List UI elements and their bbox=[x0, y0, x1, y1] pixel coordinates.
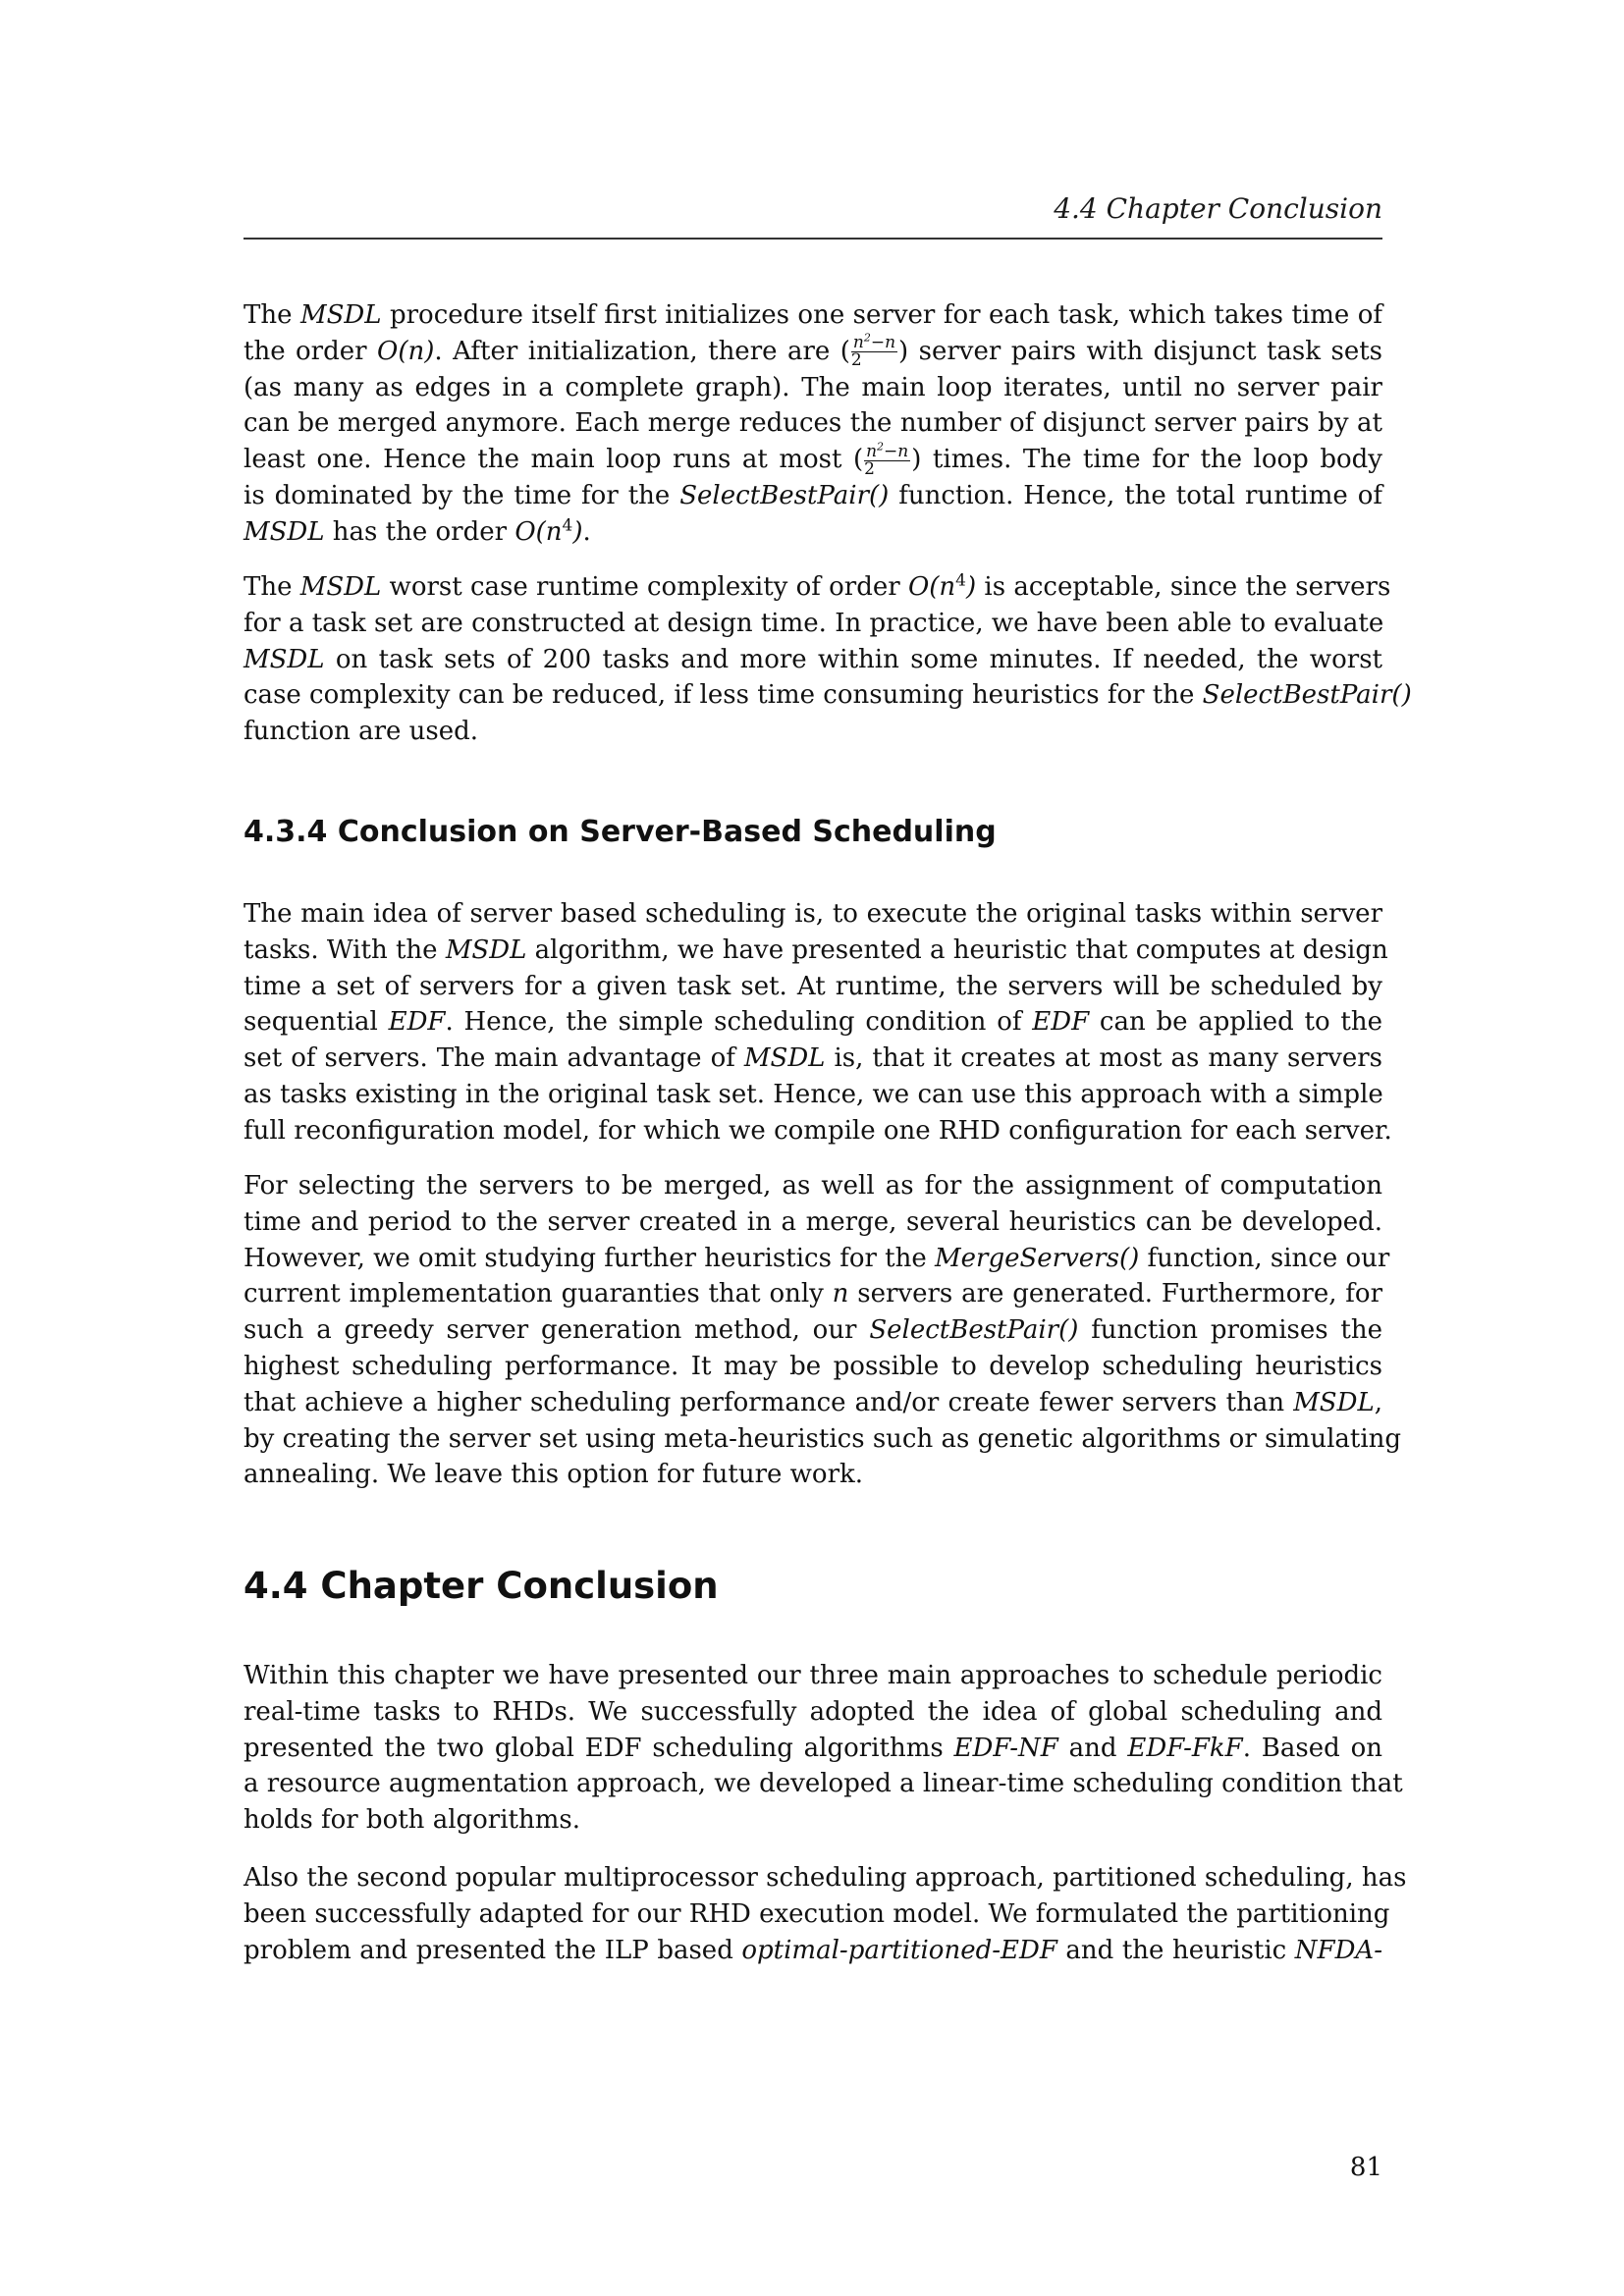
text-line: current implementation guaranties that only n servers are generated. Furthermore, for bbox=[244, 1279, 1382, 1309]
fraction: $\frac{n^2-n}{2}$ bbox=[850, 331, 896, 371]
text-line: The main idea of server based scheduling is, to execute the original tasks within server bbox=[244, 899, 1382, 929]
paragraph-msdl-complexity bbox=[244, 569, 1412, 750]
text-line: by creating the server set using meta-heuristics such as genetic algorithms or simulating bbox=[244, 1423, 1402, 1454]
paragraph-server-based-idea bbox=[244, 896, 1392, 1149]
text-line: However, we omit studying further heuristics for the MergeServers() function, since our bbox=[244, 1243, 1390, 1273]
text-line: annealing. We leave this option for future work. bbox=[244, 1460, 864, 1490]
fraction: $\frac{n^2-n}{2}$ bbox=[864, 440, 909, 479]
text-line: such a greedy server generation method, our SelectBestPair() function promises the bbox=[244, 1315, 1382, 1346]
header-rule bbox=[244, 238, 1382, 240]
text-line: time a set of servers for a given task set. At runtime, the servers will be scheduled by bbox=[244, 971, 1382, 1001]
text-line: function are used. bbox=[244, 717, 479, 747]
text-line: problem and presented the ILP based optimal-partitioned-EDF and the heuristic NFDA- bbox=[244, 1935, 1382, 1965]
text-line: the order O(n). After initialization, there are ( $\frac{n^2-n}{2}$ ) server pairs with disjunct task sets bbox=[244, 331, 1382, 371]
text-line: MSDL has the order $O(n^4)$. bbox=[244, 515, 591, 547]
text-line: real-time tasks to RHDs. We successfully adopted the idea of global scheduling and bbox=[244, 1696, 1382, 1727]
text-line: Within this chapter we have presented our three main approaches to schedule periodic bbox=[244, 1661, 1382, 1690]
running-header: 4.4 Chapter Conclusion bbox=[1054, 192, 1382, 225]
subsection-heading: 4.3.4 Conclusion on Server-Based Scheduling bbox=[244, 815, 997, 849]
paragraph-global-scheduling bbox=[244, 1658, 1403, 1839]
text-line: The MSDL worst case runtime complexity of order $O(n^4)$ is acceptable, since the servers bbox=[244, 570, 1391, 602]
text-line: set of servers. The main advantage of MSDL is, that it creates at most as many servers bbox=[244, 1043, 1382, 1074]
text-line: presented the two global EDF scheduling algorithms EDF-NF and EDF-FkF. Based on bbox=[244, 1733, 1382, 1763]
text-line: The MSDL procedure itself first initializes one server for each task, which takes time of bbox=[244, 300, 1382, 330]
text-line: that achieve a higher scheduling performance and/or create fewer servers than MSDL, bbox=[244, 1387, 1382, 1417]
text-line: full reconfiguration model, for which we compile one RHD configuration for each server. bbox=[244, 1115, 1392, 1146]
text-line: (as many as edges in a complete graph). The main loop iterates, until no server pair bbox=[244, 372, 1382, 402]
text-line: least one. Hence the main loop runs at most ( $\frac{n^2-n}{2}$ ) times. The time for the loop body bbox=[244, 440, 1382, 479]
text-line: case complexity can be reduced, if less time consuming heuristics for the SelectBestPair() bbox=[244, 680, 1412, 711]
text-line: as tasks existing in the original task set. Hence, we can use this approach with a simple bbox=[244, 1079, 1383, 1109]
text-line: is dominated by the time for the SelectBestPair() function. Hence, the total runtime of bbox=[244, 480, 1382, 510]
paragraph-partitioned-scheduling bbox=[244, 1860, 1407, 1968]
text-line: holds for both algorithms. bbox=[244, 1805, 581, 1836]
text-line: been successfully adapted for our RHD execution model. We formulated the partitioning bbox=[244, 1898, 1390, 1929]
text-line: for a task set are constructed at design time. In practice, we have been able to evaluate bbox=[244, 608, 1384, 638]
text-line: time and period to the server created in a merge, several heuristics can be developed. bbox=[244, 1206, 1382, 1237]
text-line: sequential EDF. Hence, the simple scheduling condition of EDF can be applied to the bbox=[244, 1007, 1382, 1038]
section-heading: 4.4 Chapter Conclusion bbox=[244, 1565, 719, 1607]
text-line: highest scheduling performance. It may be possible to develop scheduling heuristics bbox=[244, 1351, 1382, 1381]
text-line: a resource augmentation approach, we developed a linear-time scheduling condition that bbox=[244, 1769, 1403, 1799]
text-line: Also the second popular multiprocessor scheduling approach, partitioned scheduling, has bbox=[244, 1863, 1407, 1893]
page-number: 81 bbox=[1349, 2153, 1382, 2182]
paragraph-msdl-procedure bbox=[244, 297, 1382, 551]
text-line: can be merged anymore. Each merge reduces the number of disjunct server pairs by at bbox=[244, 408, 1382, 439]
text-line: For selecting the servers to be merged, as well as for the assignment of computation bbox=[244, 1171, 1382, 1201]
text-line: MSDL on task sets of 200 tasks and more within some minutes. If needed, the worst bbox=[244, 644, 1382, 674]
paragraph-merge-heuristics bbox=[244, 1168, 1402, 1493]
text-line: tasks. With the MSDL algorithm, we have presented a heuristic that computes at design bbox=[244, 934, 1388, 965]
